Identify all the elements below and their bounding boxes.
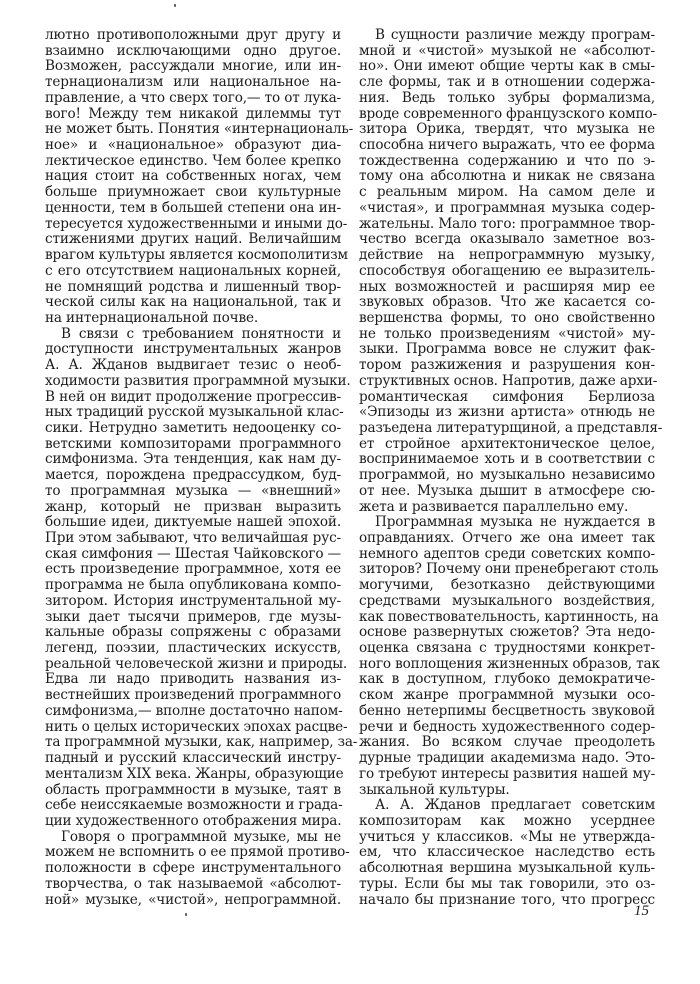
text-line: действие на непрограммную музыку, — [359, 247, 655, 264]
text-line: абсолютная вершина музыкальной куль- — [359, 860, 655, 877]
text-line: ет стройное архитектоническое целое, — [359, 435, 655, 452]
text-line: большие идеи, диктуемые нашей эпохой. — [45, 514, 341, 531]
text-line: себе неиссякаемые возможности и града- — [45, 797, 343, 814]
text-line: ценности, тем в большей степени она ин- — [45, 199, 341, 216]
text-line: нация стоит на собственных ногах, чем — [45, 168, 341, 185]
text-line: Возможен, рассуждали многие, или ин- — [45, 58, 341, 75]
text-line: зиторов? Почему они пренебрегают столь — [359, 561, 659, 578]
text-line: композиторам как можно усерднее — [359, 812, 655, 829]
text-line: не может быть. Понятия «интернациональ- — [45, 121, 354, 138]
text-line: начало бы признание того, что прогресс — [359, 891, 655, 908]
text-line: романтическая симфония Берлиоза — [359, 388, 655, 405]
text-line: тересуется художественными и иными до- — [45, 215, 348, 232]
text-line: жета и развивается параллельно ему. — [359, 498, 629, 515]
text-line: то программная музыка — «внешний» — [45, 482, 341, 499]
text-line: кальные образы сопряжены с образами — [45, 624, 341, 641]
text-line: мной и «чистой» музыкой не «абсолют- — [359, 42, 655, 59]
text-line: ции художественного отображения мира. — [45, 812, 342, 829]
text-line: программой, но музыкально независимо — [359, 467, 655, 484]
text-line: ческой силы как на национальной, так и — [45, 294, 341, 311]
text-line: вестнейших произведений программного — [45, 687, 341, 704]
text-line: При этом забывают, что величайшая рус- — [45, 530, 341, 546]
text-line: падный и русский классический инстру- — [45, 750, 341, 767]
text-line: ных традиций русской музыкальной клас- — [45, 404, 344, 421]
text-line: больше приумножает свои культурные — [45, 184, 341, 201]
text-line: оправданиях. Отчего же она имеет так — [359, 530, 655, 546]
text-line: вершенства формы, то оно свойственно — [359, 309, 655, 326]
text-line: правление, а что сверх того,— то от лука- — [45, 89, 341, 106]
text-column-right — [359, 27, 663, 908]
text-line: В сущности различие между програм- — [375, 27, 655, 43]
text-line: Говоря о программной музыке, мы не — [61, 828, 341, 845]
text-line: доступности инструментальных жанров — [45, 341, 341, 358]
text-line: область программности в музыке, таят в — [45, 781, 341, 798]
text-line: жания. Во всяком случае преодолеть — [359, 734, 655, 751]
text-line: бенно нетерпимы бесцветность звуковой — [359, 702, 655, 719]
text-line: мается, порождена предрассудком, буд- — [45, 467, 341, 484]
text-line: средствами музыкального воздействия, — [359, 592, 655, 609]
text-line: А. А. Жданов выдвигает тезис о необ- — [45, 357, 341, 374]
text-line: симфонизма,— вполне достаточно напом- — [45, 702, 343, 719]
text-line: лютно противоположными друг другу и — [45, 27, 341, 43]
text-line: тождественна содержанию и что по э- — [359, 152, 655, 169]
text-line: ветскими композиторами программного — [45, 435, 341, 452]
text-line: ных возможностей и расширяя мир ее — [359, 278, 655, 295]
text-line: А. А. Жданов предлагает советским — [375, 797, 655, 814]
text-line: зыки. Программа вовсе не служит фак- — [359, 341, 655, 358]
text-line: программа не была опубликована компо- — [45, 577, 341, 594]
text-line: «Эпизоды из жизни артиста» отнюдь не — [359, 404, 655, 421]
text-line: но». Они имеют общие черты как в смы- — [359, 58, 655, 75]
text-line: симфонизма. Эта тенденция, как нам ду- — [45, 451, 341, 468]
text-line: способна ничего выражать, что ее форма — [359, 137, 655, 154]
text-line: от нее. Музыка дышит в атмосфере сю- — [359, 482, 655, 499]
text-line: В ней он видит продолжение прогрессив- — [45, 388, 341, 405]
text-line: ной» музыке, «чистой», непрограммной. — [45, 891, 341, 908]
text-line: ного воплощения жизненных образов, так — [359, 655, 660, 672]
text-line: легенд, поэзии, пластических искусств, — [45, 640, 341, 657]
text-line: как в доступном, глубоко демократиче- — [359, 671, 655, 688]
text-line: творчества, о так называемой «абсолют- — [45, 875, 341, 892]
text-line: разъедена литературщиной, а представля- — [359, 419, 663, 436]
text-line: с реальным миром. На самом деле и — [359, 184, 655, 201]
text-line: не только произведениям «чистой» му- — [359, 325, 655, 342]
text-line: воспринимаемое хоть и в соответствии с — [359, 451, 655, 468]
text-line: вроде современного французского компо- — [359, 105, 657, 122]
text-line: можем не вспомнить о ее прямой противо- — [45, 844, 350, 861]
page-number: 15 — [634, 903, 649, 919]
text-line: тому она абсолютна и никак не связана — [359, 168, 655, 185]
text-line: та программной музыки, как, например, за- — [45, 734, 358, 751]
text-line: реальной человеческой жизни и природы. — [45, 655, 348, 672]
text-line: зитором. История инструментальной му- — [45, 592, 341, 609]
text-line: ное» и «национальное» образуют диа- — [45, 137, 341, 154]
text-line: го требуют интересы развития нашей му- — [359, 765, 656, 782]
print-speck — [185, 913, 187, 916]
text-line: тернационализм или национальное на- — [45, 74, 341, 91]
text-line: нить о целых исторических эпохах расцве- — [45, 718, 348, 735]
text-line: учиться у классиков. «Мы не утвержда- — [359, 828, 655, 845]
text-line: как повествовательность, картинность, на — [359, 608, 659, 625]
text-line: ментализм XIX века. Жанры, образующие — [45, 765, 344, 782]
text-line: на интернациональной почве. — [45, 309, 259, 326]
text-line: есть произведение программное, хотя ее — [45, 561, 341, 578]
text-line: структивных основ. Напротив, даже архи- — [359, 372, 658, 389]
text-line: зитора Орика, твердят, что музыка не — [359, 121, 655, 138]
text-line: речи и бедность художественного содер- — [359, 718, 655, 735]
text-line: стижениями других наций. Величайшим — [45, 231, 341, 248]
text-line: немного адептов среди советских компо- — [359, 545, 655, 562]
text-line: с его отсутствием национальных корней, — [45, 262, 341, 279]
text-line: сле формы, так и в отношении содержа- — [359, 74, 655, 91]
text-line: не помнящий родства и лишенный твор- — [45, 278, 341, 295]
text-line: сики. Нетрудно заметить недооценку со- — [45, 419, 341, 436]
text-line: жательны. Мало того: программное твор- — [359, 215, 655, 232]
text-line: положности в сфере инструментального — [45, 860, 341, 877]
text-line: взаимно исключающими одно другое. — [45, 42, 341, 59]
text-line: «чистая», и программная музыка содер- — [359, 199, 655, 216]
text-line: основе развернутых сюжетов? Эта недо- — [359, 624, 655, 641]
text-line: дурные традиции академизма надо. Это- — [359, 750, 655, 767]
text-line: жанр, который не призван выразить — [45, 498, 341, 515]
text-line: зыки дает тысячи примеров, где музы- — [45, 608, 341, 625]
text-column-left — [45, 27, 358, 908]
text-line: оценка связана с трудностями конкрет- — [359, 640, 655, 657]
text-line: ская симфония — Шестая Чайковского — — [45, 545, 341, 562]
text-line: лектическое единство. Чем более крепко — [45, 152, 341, 169]
text-line: ния. Ведь только зубры формализма, — [359, 89, 655, 106]
text-line: тором разжижения и разрушения кон- — [359, 357, 655, 374]
text-line: туры. Если бы мы так говорили, это оз- — [359, 875, 655, 892]
text-line: вого! Между тем никакой дилеммы тут — [45, 105, 341, 122]
text-line: В связи с требованием понятности и — [61, 325, 341, 342]
text-line: Программная музыка не нуждается в — [375, 514, 655, 531]
text-line: чество всегда оказывало заметное воз- — [359, 231, 655, 248]
text-line: зыкальной культуры. — [359, 781, 510, 798]
text-line: способствуя обогащению ее выразитель- — [359, 262, 655, 279]
text-line: могучими, безотказно действующими — [359, 577, 655, 594]
text-line: звуковых образов. Что же касается со- — [359, 294, 655, 311]
print-speck — [174, 4, 176, 7]
text-line: Едва ли надо приводить названия из- — [45, 671, 341, 688]
text-line: врагом культуры является космополитизм — [45, 247, 348, 264]
text-line: ем, что классическое наследство есть — [359, 844, 655, 861]
text-line: ском жанре программной музыки осо- — [359, 687, 655, 704]
text-line: ходимости развития программной музыки. — [45, 372, 351, 389]
